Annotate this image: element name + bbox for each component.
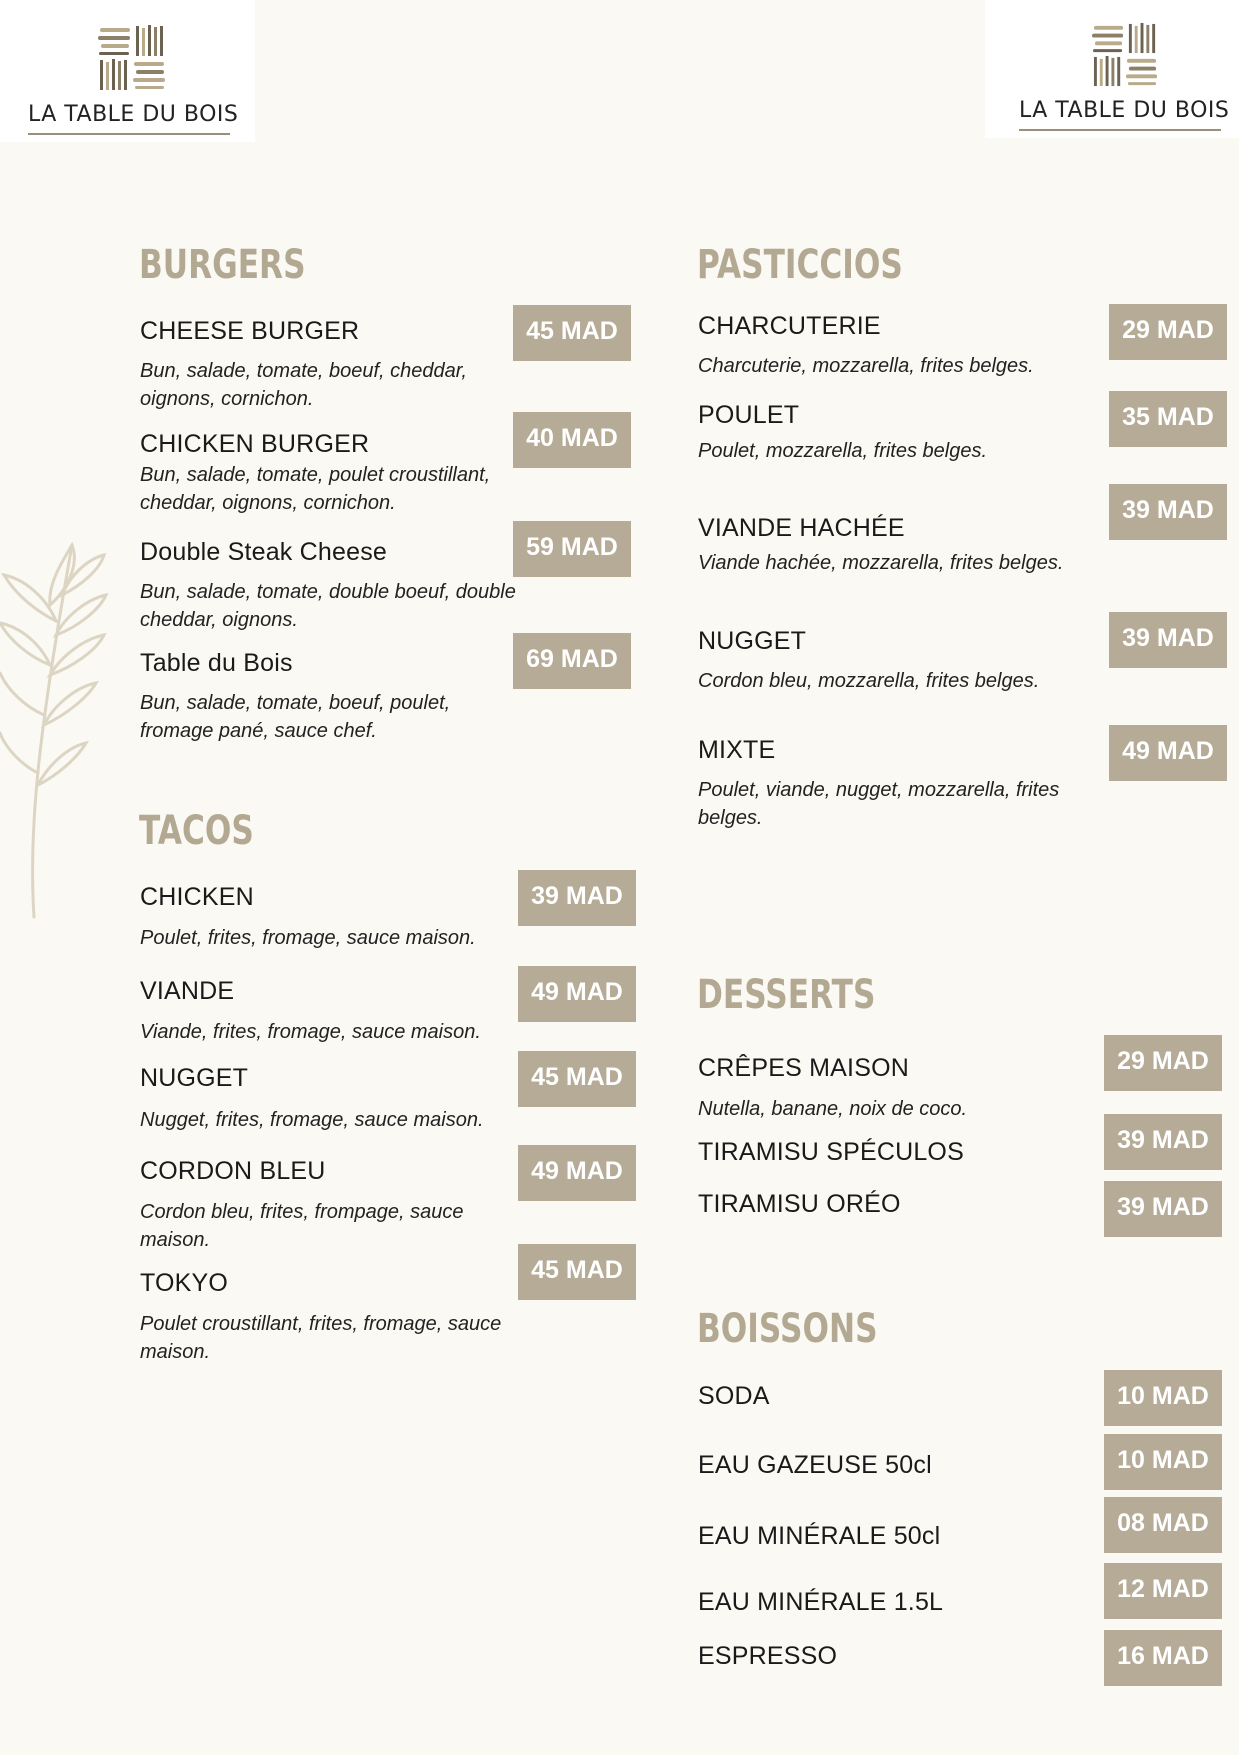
- leaf-decoration-icon: [0, 525, 110, 925]
- menu-item-desc: Bun, salade, tomate, poulet croustillant, cheddar, oignons, cornichon.: [140, 464, 491, 514]
- price-badge: 45 MAD: [518, 1051, 636, 1107]
- brand-name-left: LA TABLE DU BOIS: [28, 102, 239, 127]
- menu-item-name: POULET: [698, 401, 800, 429]
- menu-item-name: ESPRESSO: [698, 1642, 838, 1670]
- menu-item-name: MIXTE: [698, 736, 776, 764]
- logo-underline-right: [1019, 129, 1221, 131]
- price-badge: 10 MAD: [1104, 1370, 1222, 1426]
- menu-item-desc: Poulet, viande, nugget, mozzarella, frites belges.: [698, 779, 1060, 829]
- price-badge: 39 MAD: [1104, 1181, 1222, 1237]
- price-badge: 45 MAD: [513, 305, 631, 361]
- brand-name-right: LA TABLE DU BOIS: [1019, 98, 1230, 123]
- section-title-desserts: DESSERTS: [697, 972, 876, 1018]
- menu-item-name: SODA: [698, 1382, 770, 1410]
- menu-item-name: EAU MINÉRALE 1.5L: [698, 1588, 944, 1616]
- price-badge: 59 MAD: [513, 521, 631, 577]
- menu-item-name: TIRAMISU ORÉO: [698, 1190, 901, 1218]
- menu-item-name: TIRAMISU SPÉCULOS: [698, 1138, 964, 1166]
- price-badge: 39 MAD: [1104, 1114, 1222, 1170]
- price-badge: 16 MAD: [1104, 1630, 1222, 1686]
- section-title-tacos: TACOS: [139, 808, 254, 854]
- price-badge: 39 MAD: [1109, 612, 1227, 668]
- menu-item-name: EAU MINÉRALE 50cl: [698, 1522, 941, 1550]
- menu-item-name: CHICKEN BURGER: [140, 430, 370, 458]
- price-badge: 40 MAD: [513, 412, 631, 468]
- section-title-pasticcios: PASTICCIOS: [697, 242, 903, 288]
- menu-item-desc: Cordon bleu, mozzarella, frites belges.: [698, 670, 1040, 692]
- menu-item-name: CHARCUTERIE: [698, 312, 881, 340]
- menu-item-name: VIANDE: [140, 977, 235, 1005]
- price-badge: 29 MAD: [1109, 304, 1227, 360]
- logo-mark-icon: [1092, 22, 1160, 88]
- logo-underline-left: [28, 133, 230, 135]
- menu-item-name: Double Steak Cheese: [140, 538, 388, 566]
- menu-item-desc: Poulet, frites, fromage, sauce maison.: [140, 927, 476, 949]
- menu-item-desc: Nugget, frites, fromage, sauce maison.: [140, 1109, 484, 1131]
- price-badge: 39 MAD: [518, 870, 636, 926]
- price-badge: 35 MAD: [1109, 391, 1227, 447]
- logo-mark-icon: [98, 24, 168, 92]
- menu-item-name: CORDON BLEU: [140, 1157, 326, 1185]
- menu-item-name: CHEESE BURGER: [140, 317, 360, 345]
- price-badge: 10 MAD: [1104, 1434, 1222, 1490]
- menu-item-desc: Viande hachée, mozzarella, frites belges.: [698, 552, 1064, 574]
- price-badge: 45 MAD: [518, 1244, 636, 1300]
- menu-item-desc: Bun, salade, tomate, double boeuf, double cheddar, oignons.: [140, 581, 516, 631]
- price-badge: 12 MAD: [1104, 1563, 1222, 1619]
- price-badge: 29 MAD: [1104, 1035, 1222, 1091]
- price-badge: 69 MAD: [513, 633, 631, 689]
- menu-item-name: TOKYO: [140, 1269, 229, 1297]
- menu-item-name: Table du Bois: [140, 649, 293, 677]
- menu-item-name: CRÊPES MAISON: [698, 1054, 909, 1082]
- logo-left: [0, 0, 255, 142]
- price-badge: 49 MAD: [518, 966, 636, 1022]
- menu-item-desc: Nutella, banane, noix de coco.: [698, 1098, 968, 1120]
- menu-item-name: VIANDE HACHÉE: [698, 514, 905, 542]
- menu-item-desc: Poulet croustillant, frites, fromage, sauce maison.: [140, 1313, 502, 1363]
- price-badge: 49 MAD: [518, 1145, 636, 1201]
- price-badge: 39 MAD: [1109, 484, 1227, 540]
- menu-item-desc: Cordon bleu, frites, frompage, sauce maison.: [140, 1201, 464, 1251]
- menu-item-desc: Bun, salade, tomate, boeuf, poulet, fromage pané, sauce chef.: [140, 692, 451, 742]
- logo-right: [985, 0, 1239, 138]
- menu-item-name: EAU GAZEUSE 50cl: [698, 1451, 932, 1479]
- menu-item-desc: Viande, frites, fromage, sauce maison.: [140, 1021, 481, 1043]
- menu-item-desc: Bun, salade, tomate, boeuf, cheddar, oignons, cornichon.: [140, 360, 467, 410]
- section-title-boissons: BOISSONS: [697, 1306, 878, 1352]
- section-title-burgers: BURGERS: [139, 242, 306, 288]
- menu-item-desc: Poulet, mozzarella, frites belges.: [698, 440, 988, 462]
- menu-item-name: NUGGET: [698, 627, 807, 655]
- menu-item-desc: Charcuterie, mozzarella, frites belges.: [698, 355, 1034, 377]
- menu-item-name: CHICKEN: [140, 883, 254, 911]
- price-badge: 49 MAD: [1109, 725, 1227, 781]
- menu-item-name: NUGGET: [140, 1064, 249, 1092]
- price-badge: 08 MAD: [1104, 1497, 1222, 1553]
